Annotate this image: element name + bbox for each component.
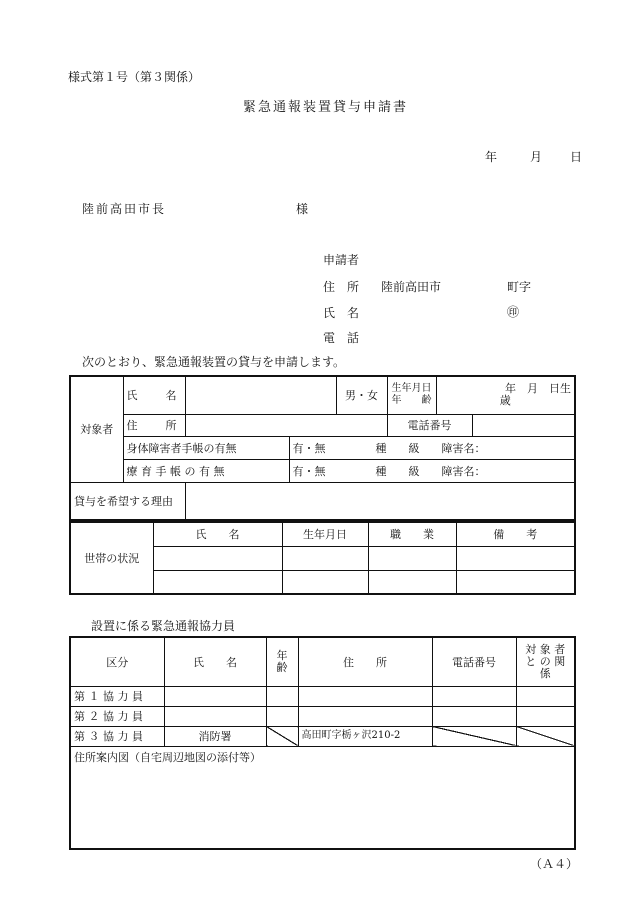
applicant-address-town: 町字	[507, 280, 532, 294]
coop-row-category: 第 ３ 協 力 員	[70, 726, 164, 746]
gender-select[interactable]: 男・女	[336, 376, 387, 414]
subject-address-field[interactable]	[185, 414, 387, 436]
coop-row-address[interactable]	[298, 686, 432, 706]
coop-row-phone[interactable]	[432, 686, 516, 706]
dob-age-field[interactable]: 年 月 日生 歳	[436, 376, 575, 414]
coop-col-age: 年 齢	[266, 637, 298, 686]
date-month-label: 月	[530, 150, 543, 164]
household-cell[interactable]	[456, 570, 575, 594]
coop-row-age[interactable]	[266, 706, 298, 726]
coop-col-name: 氏 名	[164, 637, 266, 686]
rehab-book-field[interactable]: 有・無 種 級 障害名：	[289, 459, 575, 482]
reason-field[interactable]	[185, 482, 575, 520]
form-number: 様式第１号（第３関係）	[68, 70, 201, 84]
coop-row-phone[interactable]	[432, 706, 516, 726]
rehab-book-label: 療 育 手 帳 の 有 無	[123, 459, 289, 482]
coop-row-category: 第 ２ 協 力 員	[70, 706, 164, 726]
applicant-address-city: 陸前高田市	[381, 280, 442, 294]
page-title: 緊急通報装置貸与申請書	[243, 100, 409, 115]
household-col-notes: 備 考	[456, 522, 575, 546]
coop-row-age-na	[266, 726, 298, 746]
household-col-name: 氏 名	[153, 522, 282, 546]
coop-col-category: 区分	[70, 637, 164, 686]
coop-row-phone-na	[432, 726, 516, 746]
coop-row-relation-na	[516, 726, 575, 746]
applicant-name-label: 氏 名	[323, 306, 360, 320]
household-cell[interactable]	[368, 570, 456, 594]
seal-mark: ㊞	[507, 305, 520, 319]
coop-row-name[interactable]	[164, 686, 266, 706]
disability-book-field[interactable]: 有・無 種 級 障害名：	[289, 436, 575, 459]
dob-age-label: 生年月日 年 齢	[387, 376, 436, 414]
household-col-dob: 生年月日	[282, 522, 368, 546]
cooperators-heading: 設置に係る緊急通報協力員	[91, 619, 236, 633]
applicant-address-label: 住 所	[323, 280, 360, 294]
applicant-heading: 申請者	[323, 253, 360, 267]
disability-book-label: 身体障害者手帳の有無	[123, 436, 289, 459]
subject-address-label: 住 所	[123, 414, 185, 436]
household-section-label: 世帯の状況	[70, 522, 153, 594]
coop-row-name[interactable]	[164, 706, 266, 726]
coop-row-relation[interactable]	[516, 706, 575, 726]
date-day-label: 日	[570, 150, 583, 164]
subject-section-label: 対象者	[70, 376, 123, 482]
household-cell[interactable]	[368, 546, 456, 570]
coop-col-address: 住 所	[298, 637, 432, 686]
subject-phone-field[interactable]	[472, 414, 575, 436]
subject-name-label: 氏 名	[123, 376, 185, 414]
cooperators-table	[69, 636, 576, 850]
household-cell[interactable]	[153, 570, 282, 594]
map-label: 住所案内図（自宅周辺地図の添付等）	[74, 750, 261, 764]
household-col-occupation: 職 業	[368, 522, 456, 546]
subject-phone-label: 電話番号	[387, 414, 472, 436]
coop-row-category: 第 １ 協 力 員	[70, 686, 164, 706]
household-cell[interactable]	[456, 546, 575, 570]
coop-row-age[interactable]	[266, 686, 298, 706]
map-area[interactable]	[70, 746, 575, 849]
coop-row-address[interactable]	[298, 706, 432, 726]
household-table	[69, 521, 576, 595]
addressee: 陸前高田市長	[82, 202, 167, 216]
coop-col-phone: 電話番号	[432, 637, 516, 686]
reason-label: 貸与を希望する理由	[70, 482, 185, 520]
coop-row-name: 消防署	[164, 726, 266, 746]
subject-table	[69, 375, 576, 521]
applicant-phone-label: 電 話	[323, 331, 360, 345]
addressee-suffix: 様	[296, 202, 309, 216]
intro-text: 次のとおり、緊急通報装置の貸与を申請します。	[82, 355, 346, 369]
coop-row-address: 高田町字栃ヶ沢210-2	[298, 726, 432, 746]
household-cell[interactable]	[282, 570, 368, 594]
subject-name-field[interactable]	[185, 376, 336, 414]
household-cell[interactable]	[282, 546, 368, 570]
household-cell[interactable]	[153, 546, 282, 570]
coop-col-relation: 対 象 者 と の 関 係	[516, 637, 575, 686]
paper-size-note: （Ａ４）	[530, 857, 579, 871]
date-year-label: 年	[485, 150, 498, 164]
coop-row-relation[interactable]	[516, 686, 575, 706]
